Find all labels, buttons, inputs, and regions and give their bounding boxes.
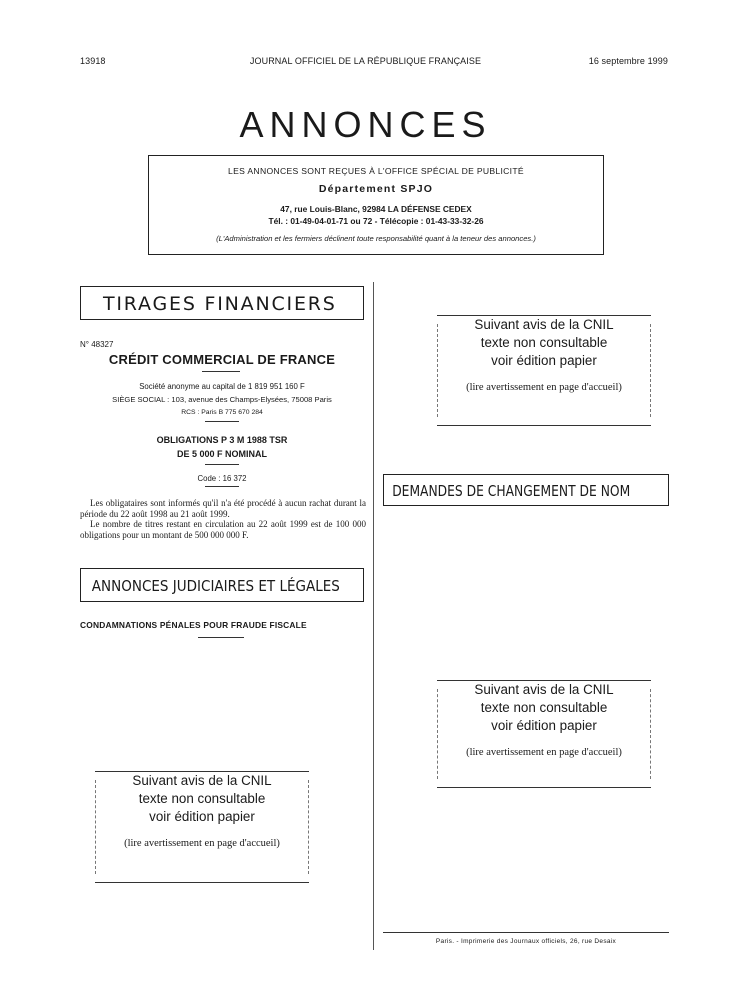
journal-title: JOURNAL OFFICIEL DE LA RÉPUBLIQUE FRANÇAISE — [249, 56, 482, 66]
company-rcs: RCS : Paris B 775 670 284 — [181, 409, 263, 416]
page-number: 13918 — [80, 56, 106, 66]
separator-rule — [202, 371, 240, 372]
announcement-paragraph: Les obligataires sont informés qu'il n'a été procédé à aucun rachat durant la période du 22 août 1998 au 21 août 1999. — [80, 498, 366, 519]
notice-department: Département SPJO — [318, 183, 434, 195]
cnil-note: (lire avertissement en page d'accueil) — [466, 382, 622, 393]
cnil-line: voir édition papier — [491, 353, 597, 368]
section-title: DEMANDES DE CHANGEMENT DE NOM — [392, 482, 631, 500]
notice-phones: Tél. : 01-49-04-01-71 ou 72 - Télécopie : 01-43-33-32-26 — [268, 216, 484, 226]
cnil-line: voir édition papier — [149, 809, 255, 824]
obligations-nominal: DE 5 000 F NOMINAL — [176, 449, 268, 459]
printer-imprint: Paris. - Imprimerie des Journaux officiels, 26, rue Desaix — [435, 938, 617, 945]
notice-address: 47, rue Louis-Blanc, 92984 LA DÉFENSE CEDEX — [280, 204, 472, 214]
cnil-line: Suivant avis de la CNIL — [474, 317, 614, 332]
cnil-line: texte non consultable — [138, 791, 266, 806]
company-name: CRÉDIT COMMERCIAL DE FRANCE — [108, 352, 336, 367]
announcement-body — [80, 498, 366, 540]
column-divider — [373, 282, 374, 950]
separator-rule — [198, 637, 244, 638]
separator-rule — [205, 464, 239, 465]
company-headquarters: SIÈGE SOCIAL : 103, avenue des Champs-Elysées, 75008 Paris — [112, 395, 332, 404]
page-title: ANNONCES — [239, 104, 492, 145]
obligations-code: Code : 16 372 — [197, 474, 247, 483]
announcement-number: N° 48327 — [80, 340, 114, 349]
separator-rule — [205, 421, 239, 422]
company-capital: Société anonyme au capital de 1 819 951 160 F — [139, 382, 305, 391]
section-banner-demandes — [383, 474, 669, 506]
notice-intro: LES ANNONCES SONT REÇUES À L'OFFICE SPÉCIAL DE PUBLICITÉ — [228, 166, 524, 176]
section-banner-tirages — [80, 286, 364, 320]
publicity-notice-box — [148, 155, 604, 255]
cnil-note: (lire avertissement en page d'accueil) — [466, 747, 622, 758]
cnil-note: (lire avertissement en page d'accueil) — [124, 838, 280, 849]
cnil-line: Suivant avis de la CNIL — [474, 682, 614, 697]
obligations-title: OBLIGATIONS P 3 M 1988 TSR — [156, 435, 288, 445]
cnil-line: texte non consultable — [480, 335, 608, 350]
section-title: TIRAGES FINANCIERS — [103, 293, 337, 315]
cnil-line: texte non consultable — [480, 700, 608, 715]
cnil-line: voir édition papier — [491, 718, 597, 733]
notice-disclaimer: (L'Administration et les fermiers déclinent toute responsabilité quant à la teneur des annonces.) — [216, 234, 536, 243]
cnil-notice-box — [95, 771, 309, 883]
subsection-title: CONDAMNATIONS PÉNALES POUR FRAUDE FISCALE — [80, 620, 307, 630]
publication-date: 16 septembre 1999 — [588, 56, 668, 66]
section-title: ANNONCES JUDICIAIRES ET LÉGALES — [91, 577, 340, 595]
section-banner-judiciaires — [80, 568, 364, 602]
announcement-paragraph: Le nombre de titres restant en circulation au 22 août 1999 est de 100 000 obligations pour un montant de 500 000 000 F. — [80, 519, 366, 540]
footer-rule — [383, 932, 669, 933]
cnil-notice-box — [437, 315, 651, 426]
cnil-notice-box — [437, 680, 651, 788]
cnil-line: Suivant avis de la CNIL — [132, 773, 272, 788]
separator-rule — [205, 486, 239, 487]
